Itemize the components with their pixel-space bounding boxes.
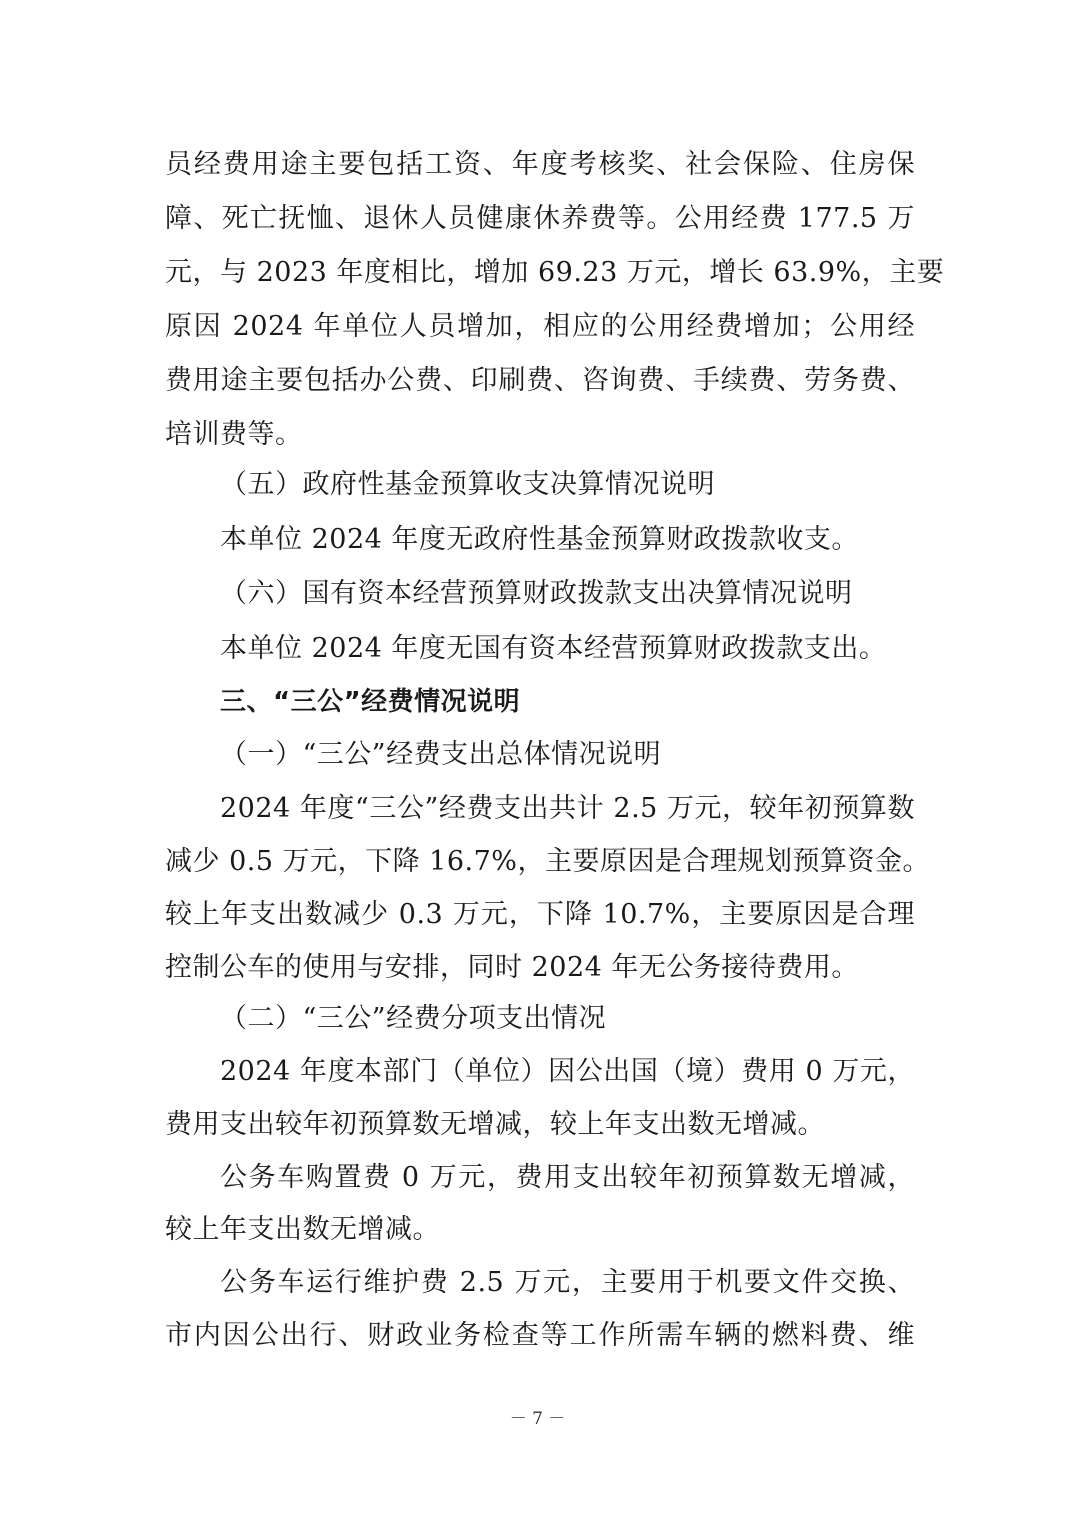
section-heading-6: （六）国有资本经营预算财政拨款支出决算情况说明 [220,578,853,609]
body-text-line: 本单位 2024 年度无政府性基金预算财政拨款收支。 [220,524,859,555]
body-text-line: 控制公车的使用与安排，同时 2024 年无公务接待费用。 [165,952,859,983]
body-text-line: 2024 年度本部门（单位）因公出国（境）费用 0 万元， [220,1056,915,1087]
body-text-line: 公务车购置费 0 万元，费用支出较年初预算数无增减， [220,1162,915,1193]
body-text-line: 员经费用途主要包括工资、年度考核奖、社会保险、住房保 [165,149,915,180]
body-text-line: 较上年支出数减少 0.3 万元，下降 10.7%，主要原因是合理 [165,899,915,930]
body-text-line: 本单位 2024 年度无国有资本经营预算财政拨款支出。 [220,633,887,664]
body-text-line: 市内因公出行、财政业务检查等工作所需车辆的燃料费、维 [165,1320,915,1351]
body-text-line: 原因 2024 年单位人员增加，相应的公用经费增加；公用经 [165,311,915,342]
body-text-line: 2024 年度“三公”经费支出共计 2.5 万元，较年初预算数 [220,793,915,824]
body-text-line: 障、死亡抚恤、退休人员健康休养费等。公用经费 177.5 万 [165,203,915,234]
body-text-line: 费用途主要包括办公费、印刷费、咨询费、手续费、劳务费、 [165,365,915,396]
body-text-line: 较上年支出数无增减。 [165,1214,440,1245]
chapter-heading-3: 三、“三公”经费情况说明 [220,687,521,717]
body-text-line: 元，与 2023 年度相比，增加 69.23 万元，增长 63.9%，主要 [165,257,945,288]
section-heading-5: （五）政府性基金预算收支决算情况说明 [220,469,715,500]
body-text-line: 培训费等。 [165,419,303,450]
body-text-line: 减少 0.5 万元，下降 16.7%，主要原因是合理规划预算资金。 [165,846,930,877]
page-number: － 7 － [509,1409,566,1429]
body-text-line: 费用支出较年初预算数无增减，较上年支出数无增减。 [165,1109,825,1140]
body-text-line: 公务车运行维护费 2.5 万元，主要用于机要文件交换、 [220,1267,915,1298]
subsection-heading-1: （一）“三公”经费支出总体情况说明 [220,739,662,770]
subsection-heading-2: （二）“三公”经费分项支出情况 [220,1003,607,1034]
